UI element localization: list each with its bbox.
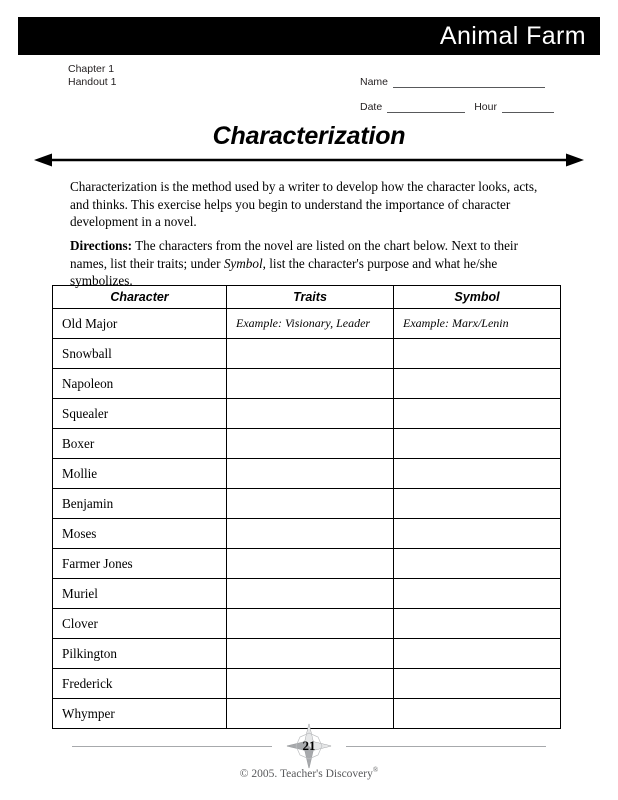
copyright-notice	[0, 766, 618, 780]
cell-symbol[interactable]	[394, 639, 561, 669]
cell-symbol[interactable]	[394, 489, 561, 519]
page-title: Characterization	[212, 122, 406, 150]
cell-traits[interactable]	[227, 639, 394, 669]
cell-character: Benjamin	[53, 489, 227, 519]
name-label: Name	[360, 76, 389, 88]
table-row	[53, 459, 561, 489]
characterization-table	[52, 285, 561, 729]
cell-traits[interactable]	[227, 489, 394, 519]
name-input-line[interactable]	[393, 76, 545, 88]
table-row	[53, 399, 561, 429]
cell-traits[interactable]	[227, 579, 394, 609]
copyright-text: © 2005. Teacher's Discovery	[239, 767, 373, 780]
cell-character: Moses	[53, 519, 227, 549]
cell-traits[interactable]	[227, 399, 394, 429]
table-row	[53, 579, 561, 609]
cell-character: Boxer	[53, 429, 227, 459]
student-info-fields	[360, 76, 560, 126]
cell-character: Farmer Jones	[53, 549, 227, 579]
table-row	[53, 339, 561, 369]
table-body	[53, 309, 561, 729]
chapter-handout-block	[68, 63, 116, 89]
cell-symbol[interactable]	[394, 369, 561, 399]
double-arrow-icon	[34, 152, 584, 168]
cell-character: Muriel	[53, 579, 227, 609]
chapter-label: Chapter 1	[68, 63, 115, 75]
cell-symbol[interactable]	[394, 339, 561, 369]
directions-paragraph	[70, 237, 550, 290]
cell-symbol[interactable]	[394, 429, 561, 459]
cell-symbol[interactable]	[394, 399, 561, 429]
cell-traits[interactable]	[227, 459, 394, 489]
date-label: Date	[360, 101, 383, 113]
table-row	[53, 429, 561, 459]
table-header-row	[53, 286, 561, 309]
table-row	[53, 519, 561, 549]
cell-character: Squealer	[53, 399, 227, 429]
column-header-traits: Traits	[227, 286, 394, 309]
hour-input-line[interactable]	[502, 101, 554, 113]
cell-symbol[interactable]	[394, 459, 561, 489]
cell-symbol[interactable]	[394, 549, 561, 579]
table-row	[53, 309, 561, 339]
name-field-row	[360, 76, 560, 88]
cell-traits[interactable]	[227, 429, 394, 459]
page-number: 21	[302, 738, 316, 753]
cell-symbol[interactable]	[394, 579, 561, 609]
cell-traits[interactable]	[227, 339, 394, 369]
column-header-symbol: Symbol	[394, 286, 561, 309]
cell-traits[interactable]	[227, 519, 394, 549]
table-row	[53, 489, 561, 519]
cell-character: Clover	[53, 609, 227, 639]
directions-label: Directions:	[70, 238, 133, 253]
cell-traits[interactable]	[227, 549, 394, 579]
cell-symbol[interactable]: Example: Marx/Lenin	[394, 309, 561, 339]
table-row	[53, 549, 561, 579]
cell-character: Frederick	[53, 669, 227, 699]
cell-symbol[interactable]	[394, 669, 561, 699]
cell-character: Old Major	[53, 309, 227, 339]
directions-text-part1: The characters from the novel are listed on the chart below. Next to their names, list their traits; under	[70, 238, 518, 271]
table-row	[53, 369, 561, 399]
hour-label: Hour	[474, 101, 497, 113]
book-title: Animal Farm	[439, 21, 586, 50]
footer-rule-left	[72, 746, 272, 747]
registered-mark: ®	[372, 766, 379, 774]
cell-traits[interactable]	[227, 609, 394, 639]
cell-traits[interactable]	[227, 369, 394, 399]
cell-character: Snowball	[53, 339, 227, 369]
table-row	[53, 609, 561, 639]
cell-symbol[interactable]	[394, 609, 561, 639]
cell-symbol[interactable]	[394, 699, 561, 729]
table-row	[53, 669, 561, 699]
directions-text-part2: , list the character's purpose and what he/she symbolizes.	[70, 255, 498, 288]
cell-character: Napoleon	[53, 369, 227, 399]
column-header-character: Character	[53, 286, 227, 309]
book-title-bar	[18, 17, 600, 55]
directions-symbol-word: Symbol	[223, 255, 263, 271]
cell-traits[interactable]: Example: Visionary, Leader	[227, 309, 394, 339]
cell-character: Mollie	[53, 459, 227, 489]
footer-rule-right	[346, 746, 546, 747]
table-header	[53, 286, 561, 309]
cell-traits[interactable]	[227, 669, 394, 699]
double-arrow-divider	[34, 152, 584, 168]
date-input-line[interactable]	[387, 101, 465, 113]
intro-paragraph: Characterization is the method used by a writer to develop how the character looks, acts, and thinks. This exercise helps you begin to understand the importance of character development in a novel.	[70, 179, 538, 229]
cell-character: Whymper	[53, 699, 227, 729]
handout-label: Handout 1	[68, 76, 117, 88]
table-row	[53, 639, 561, 669]
cell-character: Pilkington	[53, 639, 227, 669]
date-hour-field-row	[360, 101, 560, 113]
cell-symbol[interactable]	[394, 519, 561, 549]
